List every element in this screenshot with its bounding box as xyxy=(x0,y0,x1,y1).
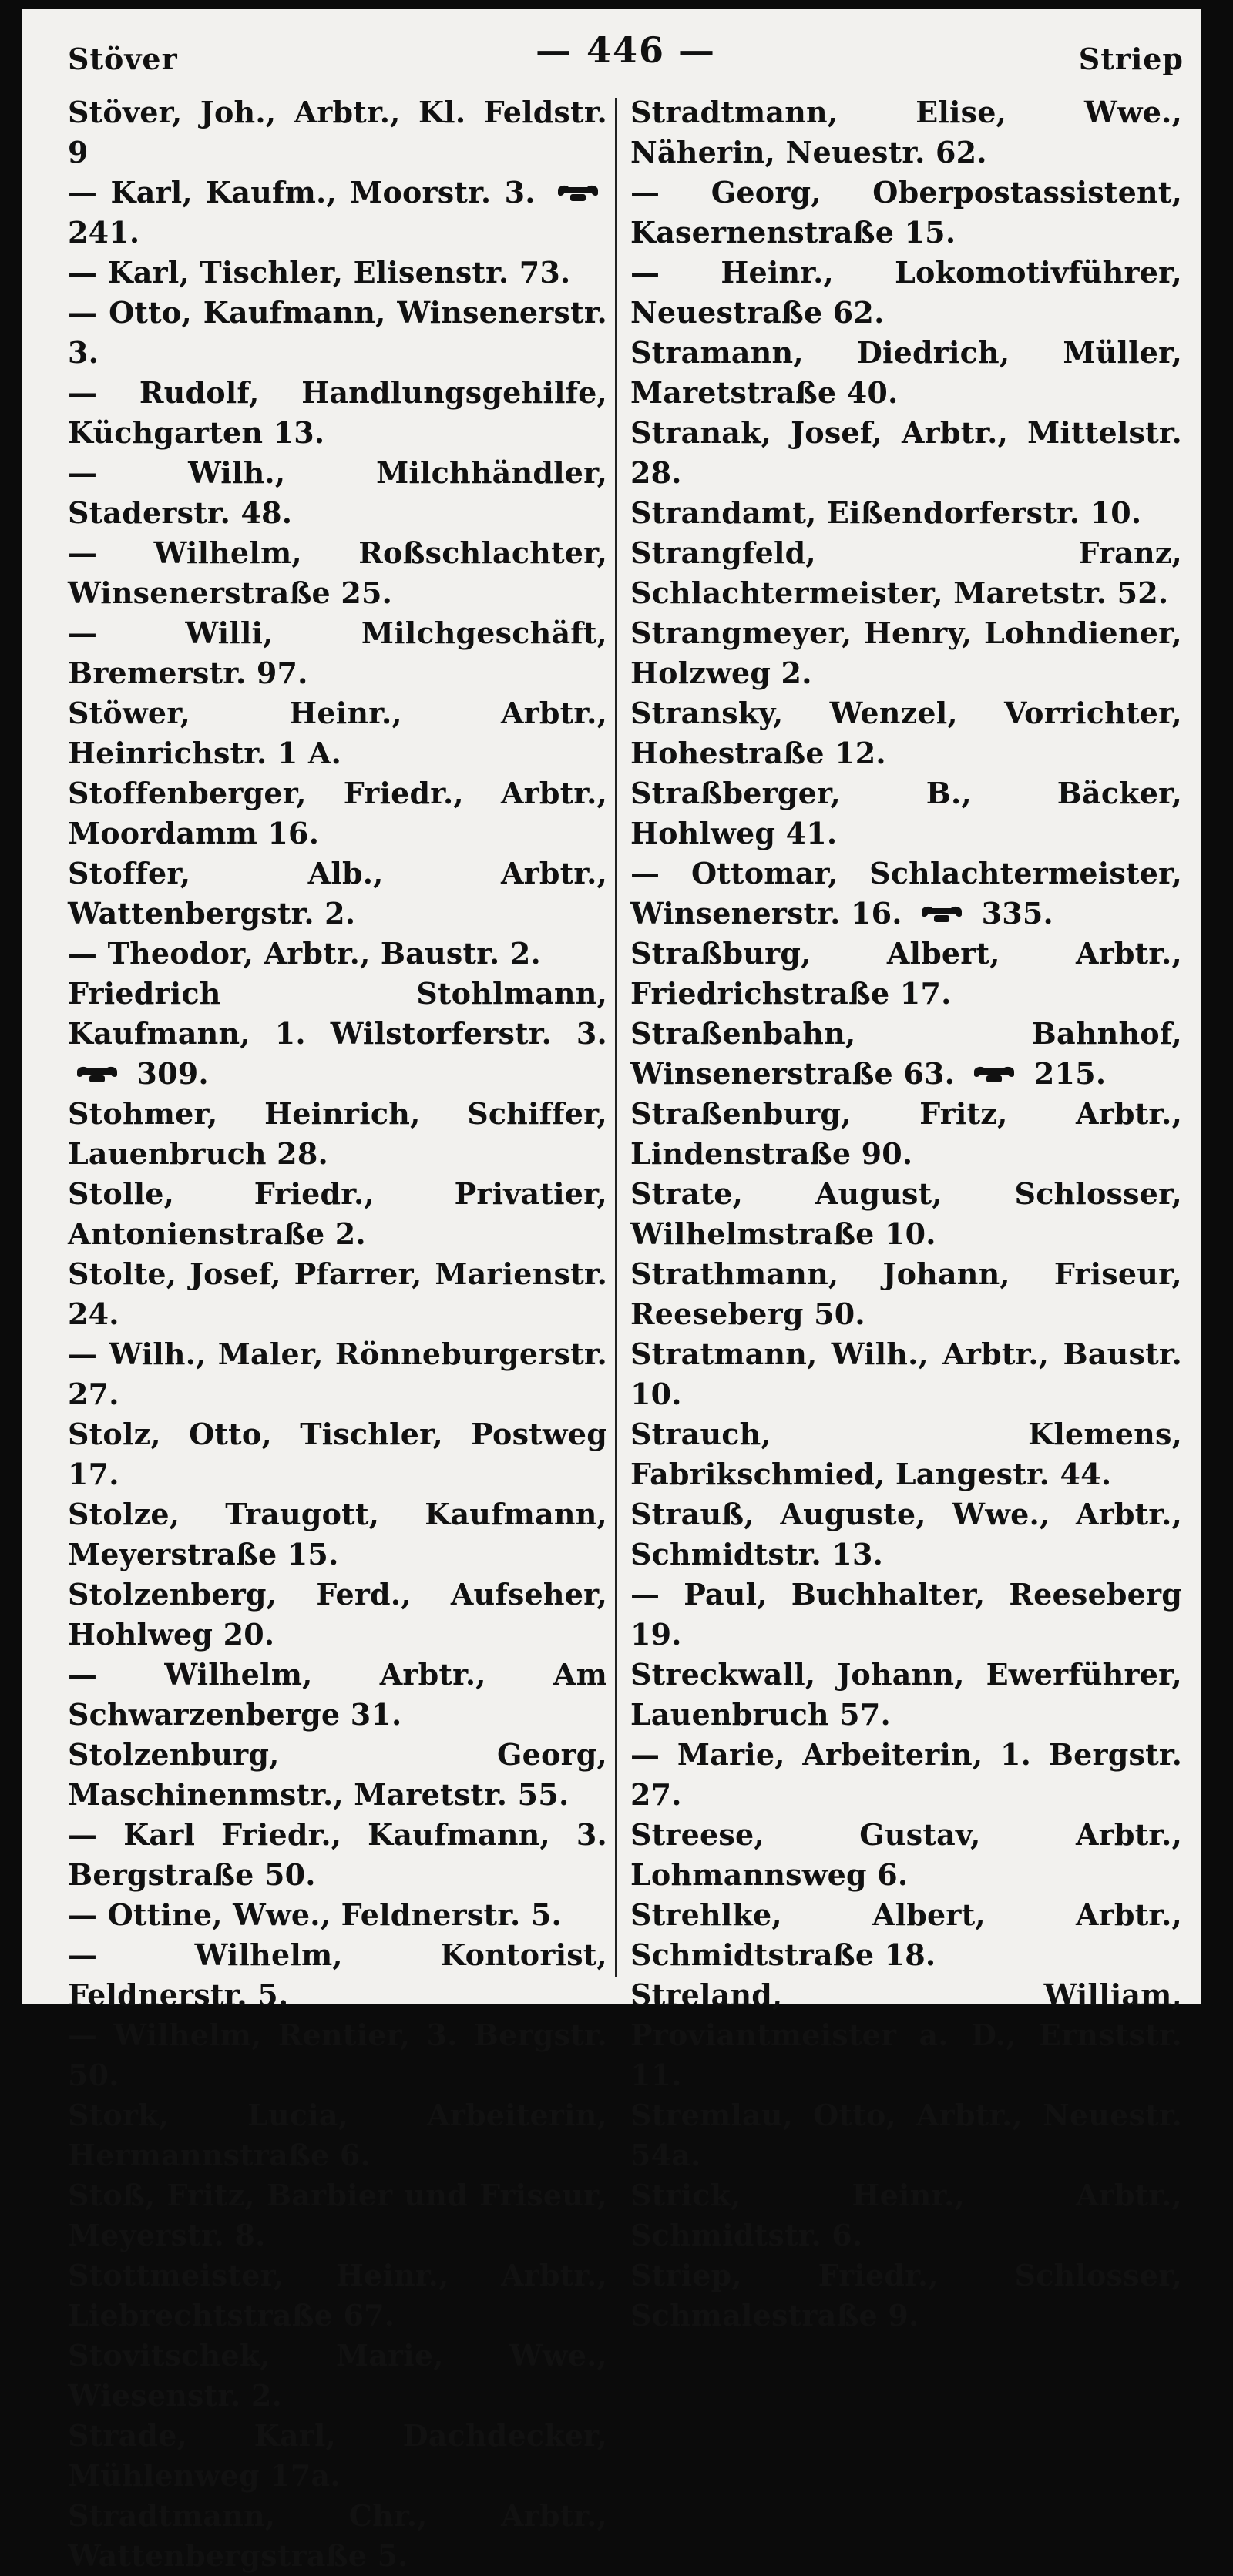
directory-entry: Striep, Friedr., Schlosser, Schmalestraße 9. xyxy=(630,2258,1182,2333)
directory-entry: Stratmann, Wilh., Arbtr., Baustr. 10. xyxy=(630,1337,1182,1411)
directory-entry: Strauch, Klemens, Fabrikschmied, Langestr. 44. xyxy=(630,1417,1182,1491)
directory-entry: Stovitschek, Marie, Wwe., Wiesenstr. 2. xyxy=(68,2338,607,2413)
directory-entry: Stolte, Josef, Pfarrer, Marienstr. 24. xyxy=(68,1256,607,1331)
directory-entry: — Ottine, Wwe., Feldnerstr. 5. xyxy=(68,1897,562,1932)
directory-entry: — Karl, Tischler, Elisenstr. 73. xyxy=(68,255,571,290)
left-column xyxy=(68,92,607,2576)
directory-entry: — Georg, Oberpostassistent, Kasernenstraße 15. xyxy=(630,175,1182,250)
directory-entry: Strandamt, Eißendorferstr. 10. xyxy=(630,495,1142,530)
telephone-icon xyxy=(919,904,965,925)
page-number: — 446 — xyxy=(535,29,717,71)
directory-entry: Strehlke, Albert, Arbtr., Schmidtstraße 18. xyxy=(630,1897,1182,1972)
directory-entry: Strangmeyer, Henry, Lohndiener, Holzweg 2. xyxy=(630,615,1182,690)
directory-entry: Stolle, Friedr., Privatier, Antonienstraße 2. xyxy=(68,1176,607,1251)
directory-entry: — Theodor, Arbtr., Baustr. 2. xyxy=(68,936,541,971)
directory-entry: Stramann, Diedrich, Müller, Maretstraße 40. xyxy=(630,335,1182,410)
header-first-name: Stöver xyxy=(68,42,178,76)
directory-entry: Stoß, Fritz, Barbier und Friseur, Meyerstr. 8. xyxy=(68,2178,607,2252)
directory-entry: — Heinr., Lokomotivführer, Neuestraße 62. xyxy=(630,255,1182,330)
directory-entry: — Wilhelm, Kontorist, Feldnerstr. 5. xyxy=(68,1937,607,2012)
directory-entry: Stolze, Traugott, Kaufmann, Meyerstraße 15. xyxy=(68,1497,607,1571)
directory-entry: — Willi, Milchgeschäft, Bremerstr. 97. xyxy=(68,615,607,690)
directory-entry: Streese, Gustav, Arbtr., Lohmannsweg 6. xyxy=(630,1817,1182,1892)
directory-entry: — Karl Friedr., Kaufmann, 3. Bergstraße 50. xyxy=(68,1817,607,1892)
directory-entry: — Wilh., Maler, Rönneburgerstr. 27. xyxy=(68,1337,607,1411)
directory-entry: Stork, Lucia, Arbeiterin, Hermannstraße 6. xyxy=(68,2098,607,2172)
directory-entry: — Wilhelm, Roßschlachter, Winsenerstraße 25. xyxy=(68,535,607,610)
directory-entry: — Wilh., Milchhändler, Staderstr. 48. xyxy=(68,455,607,530)
telephone-icon xyxy=(555,183,601,204)
directory-entry: Stoffenberger, Friedr., Arbtr., Moordamm 16. xyxy=(68,776,607,850)
directory-entry: Strangfeld, Franz, Schlachtermeister, Maretstr. 52. xyxy=(630,535,1182,610)
directory-entry: Strauß, Auguste, Wwe., Arbtr., Schmidtstr. 13. xyxy=(630,1497,1182,1571)
directory-entry: Friedrich Stohlmann, Kaufmann, 1. Wilstorferstr. 3. 309. xyxy=(68,976,607,1091)
column-divider xyxy=(615,98,617,1977)
directory-entry: — Rudolf, Handlungsgehilfe, Küchgarten 13. xyxy=(68,375,607,450)
directory-entry: — Otto, Kaufmann, Winsenerstr. 3. xyxy=(68,295,607,370)
directory-entry: Strate, August, Schlosser, Wilhelmstraße 10. xyxy=(630,1176,1182,1251)
header-last-name: Striep xyxy=(1078,42,1184,76)
directory-entry: Streckwall, Johann, Ewerführer, Lauenbruch 57. xyxy=(630,1657,1182,1732)
directory-entry: Stohmer, Heinrich, Schiffer, Lauenbruch 28. xyxy=(68,1096,607,1171)
directory-entry: Stremlau, Otto, Arbtr., Neuestr. 54a. xyxy=(630,2098,1182,2172)
page-header xyxy=(68,23,1184,77)
directory-entry: — Paul, Buchhalter, Reeseberg 19. xyxy=(630,1577,1182,1652)
directory-entry: Straßenburg, Fritz, Arbtr., Lindenstraße 90. xyxy=(630,1096,1182,1171)
directory-entry: Stöver, Joh., Arbtr., Kl. Feldstr. 9 xyxy=(68,95,607,169)
telephone-icon xyxy=(74,1064,120,1085)
right-column xyxy=(630,92,1182,2336)
directory-entry: Streland, William, Proviantmeister a. D., Ernststr. 11. xyxy=(630,1977,1182,2092)
directory-entry: Straßberger, B., Bäcker, Hohlweg 41. xyxy=(630,776,1182,850)
directory-entry: Stranak, Josef, Arbtr., Mittelstr. 28. xyxy=(630,415,1182,490)
directory-entry: Stöwer, Heinr., Arbtr., Heinrichstr. 1 A. xyxy=(68,696,607,770)
directory-entry: Strathmann, Johann, Friseur, Reeseberg 50. xyxy=(630,1256,1182,1331)
directory-entry: Stoffer, Alb., Arbtr., Wattenbergstr. 2. xyxy=(68,856,607,931)
directory-page xyxy=(22,9,1201,2573)
directory-entry: — Marie, Arbeiterin, 1. Bergstr. 27. xyxy=(630,1737,1182,1812)
directory-entry: Stransky, Wenzel, Vorrichter, Hohestraße 12. xyxy=(630,696,1182,770)
directory-entry: Strick, Heinr., Arbtr., Schmidtstr. 6. xyxy=(630,2178,1182,2252)
directory-entry: Stolzenberg, Ferd., Aufseher, Hohlweg 20. xyxy=(68,1577,607,1652)
directory-entry: — Ottomar, Schlachtermeister, Winsenerstr. 16. 335. xyxy=(630,856,1182,931)
directory-entry: — Karl, Kaufm., Moorstr. 3. 241. xyxy=(68,173,607,253)
directory-entry: Stolzenburg, Georg, Maschinenmstr., Maretstr. 55. xyxy=(68,1737,607,1812)
directory-entry: Stottmeister, Heinr., Arbtr., Liebrechtstraße 67. xyxy=(68,2258,607,2333)
directory-entry: Straßburg, Albert, Arbtr., Friedrichstraße 17. xyxy=(630,936,1182,1011)
directory-entry: Strade, Karl, Dachdecker, Mühlenweg 17a. xyxy=(68,2418,607,2493)
directory-entry: Stradtmann, Elise, Wwe., Näherin, Neuestr. 62. xyxy=(630,95,1182,169)
directory-entry: Stolz, Otto, Tischler, Postweg 17. xyxy=(68,1417,607,1491)
directory-entry: Straßenbahn, Bahnhof, Winsenerstraße 63. 215. xyxy=(630,1016,1182,1091)
directory-entry: Stradtmann, Chr., Arbtr., Wattenbergstraße 5. xyxy=(68,2498,607,2573)
directory-entry: — Wilhelm, Rentier, 3. Bergstr. 50. xyxy=(68,2018,607,2092)
telephone-icon xyxy=(971,1064,1017,1085)
directory-entry: — Wilhelm, Arbtr., Am Schwarzenberge 31. xyxy=(68,1657,607,1732)
